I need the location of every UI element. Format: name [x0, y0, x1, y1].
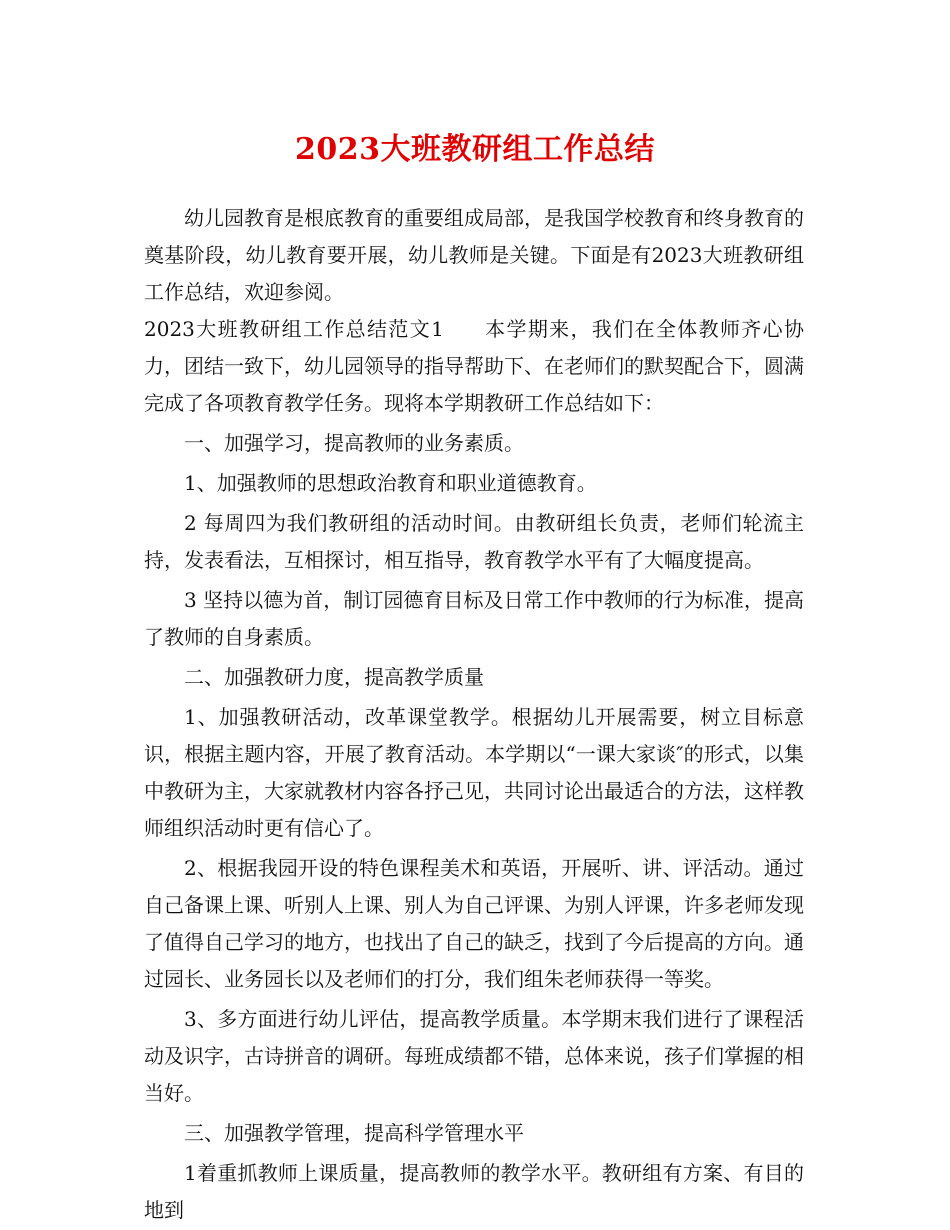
document-title: 2023大班教研组工作总结: [295, 132, 655, 167]
paragraph-item-2-2: 2、根据我园开设的特色课程美术和英语，开展听、讲、评活动。通过自己备课上课、听别人上课、别人为自己评课、为别人评课，许多老师发现了值得自己学习的地方，也找出了自己的缺乏，找到了今后提高的方向。通过园长、业务园长以及老师们的打分，我们组朱老师获得一等奖。: [144, 856, 804, 991]
section-heading-2: 二、加强教研力度，提高教学质量: [184, 665, 484, 689]
paragraph-intro: 幼儿园教育是根底教育的重要组成局部，是我国学校教育和终身教育的奠基阶段，幼儿教育要开展，幼儿教师是关键。下面是有2023大班教研组工作总结，欢迎参阅。: [144, 206, 804, 304]
paragraph-item-1-2: 2 每周四为我们教研组的活动时间。由教研组长负责，老师们轮流主持，发表看法，互相探讨，相互指导，教育教学水平有了大幅度提高。: [144, 511, 804, 572]
section-heading-1: 一、加强学习，提高教师的业务素质。: [184, 431, 524, 455]
sample-intro-text: 本学期来，我们在全体教师齐心协力，团结一致下，幼儿园领导的指导帮助下、在老师们的默契配合下，圆满完成了各项教育教学任务。现将本学期教研工作总结如下：: [144, 317, 805, 415]
sample-heading: 2023大班教研组工作总结范文1: [144, 317, 444, 341]
document-body: [144, 200, 804, 1229]
section-heading-3: 三、加强教学管理，提高科学管理水平: [184, 1121, 524, 1145]
paragraph-item-2-1: 1、加强教研活动，改革课堂教学。根据幼儿开展需要，树立目标意识，根据主题内容，开展了教育活动。本学期以“一课大家谈″的形式，以集中教研为主，大家就教材内容各抒己见，共同讨论出最适合的方法，这样教师组织活动时更有信心了。: [144, 705, 804, 840]
paragraph-item-1-1: 1、加强教师的思想政治教育和职业道德教育。: [184, 471, 597, 495]
paragraph-item-2-3: 3、多方面进行幼儿评估，提高教学质量。本学期末我们进行了课程活动及识字，古诗拼音的调研。每班成绩都不错，总体来说，孩子们掌握的相当好。: [144, 1007, 804, 1105]
paragraph-item-3-1: 1着重抓教师上课质量，提高教师的教学水平。教研组有方案、有目的地到: [144, 1161, 804, 1222]
paragraph-sample-1: [144, 311, 804, 422]
paragraph-item-1-3: 3 坚持以德为首，制订园德育目标及日常工作中教师的行为标准，提高了教师的自身素质。: [144, 588, 804, 649]
